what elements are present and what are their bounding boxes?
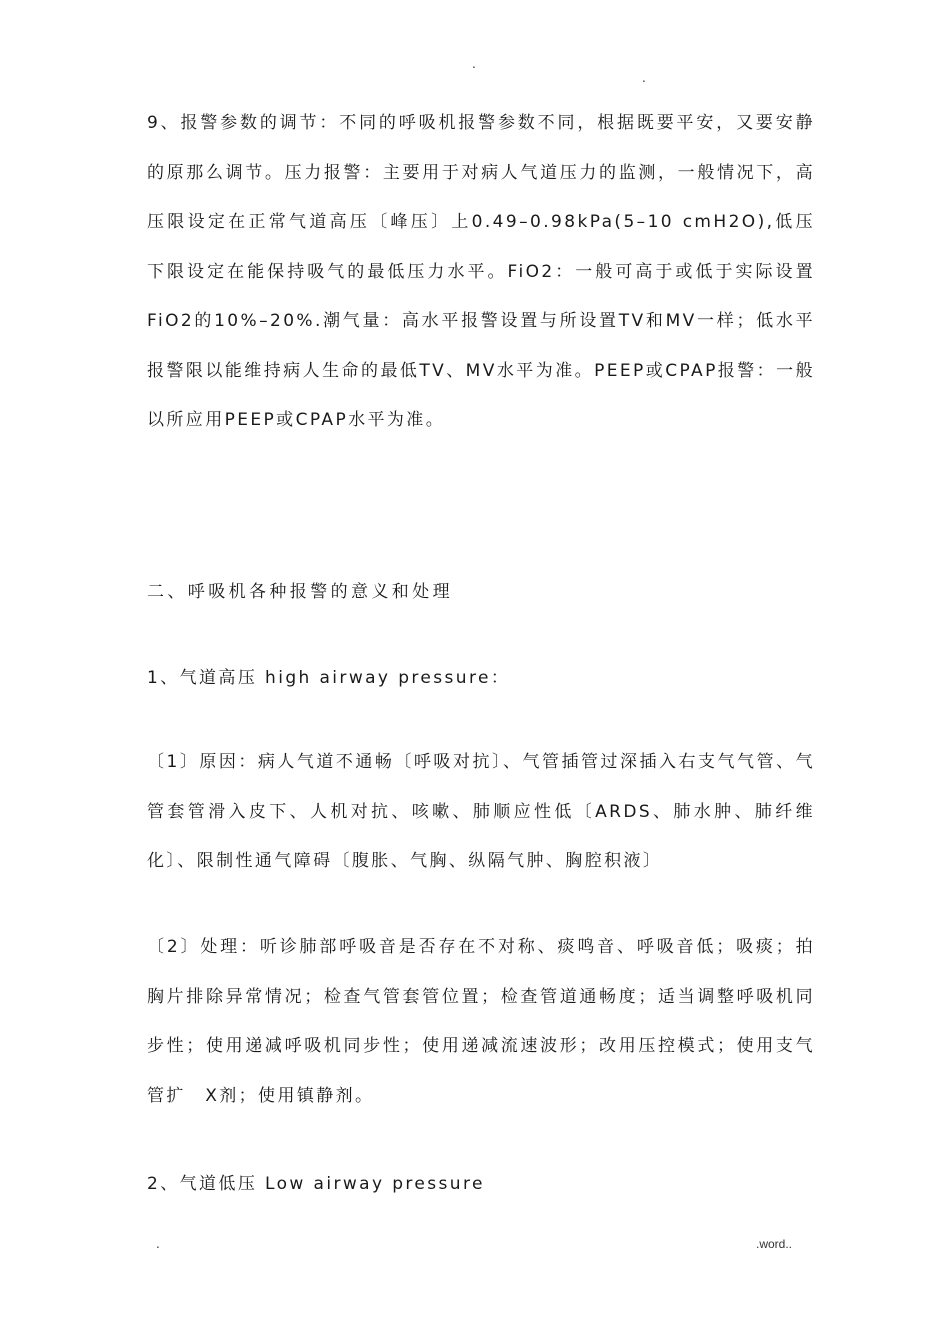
item1-heading: 1、气道高压 high airway pressure： [147, 668, 511, 688]
paragraph-alarm-parameter-adjustment: 9、报警参数的调节：不同的呼吸机报警参数不同，根据既要平安，又要安静的原那么调节。压力报警：主要用于对病人气道压力的监测，一般情况下，高压限设定在正常气道高压〔峰压〕上0.49–0.98kPa(5–10 cmH2O),低压下限设定在能保持吸气的最低压力水平。FiO2：一般可高于或低于实际设置FiO2的10%–20%.潮气量：高水平报警设置与所设置TV和MV一样；低水平报警限以能维持病人生命的最低TV、MV水平为准。PEEP或CPAP报警：一般以所应用PEEP或CPAP水平为准。 [147, 113, 815, 430]
footer-dot: . [156, 1237, 160, 1251]
footer-label: .word.. [756, 1237, 793, 1251]
item2-heading: 2、气道低压 Low airway pressure [147, 1174, 485, 1194]
header-dot-right: . [642, 71, 646, 85]
item1-handling-paragraph: 〔2〕处理：听诊肺部呼吸音是否存在不对称、痰鸣音、呼吸音低；吸痰；拍胸片排除异常情况；检查气管套管位置；检查管道通畅度；适当调整呼吸机同步性；使用递减呼吸机同步性；使用递减流速波形；改用压控模式；使用支气管扩 X剂；使用镇静剂。 [147, 937, 815, 1106]
item1-cause-paragraph: 〔1〕原因：病人气道不通畅〔呼吸对抗〕、气管插管过深插入右支气气管、气管套管滑入皮下、人机对抗、咳嗽、肺顺应性低〔ARDS、肺水肿、肺纤维化〕、限制性通气障碍〔腹胀、气胸、纵隔气肿、胸腔积液〕 [147, 752, 815, 871]
section-heading: 二、呼吸机各种报警的意义和处理 [147, 582, 453, 602]
header-dot-left: . [472, 57, 476, 71]
